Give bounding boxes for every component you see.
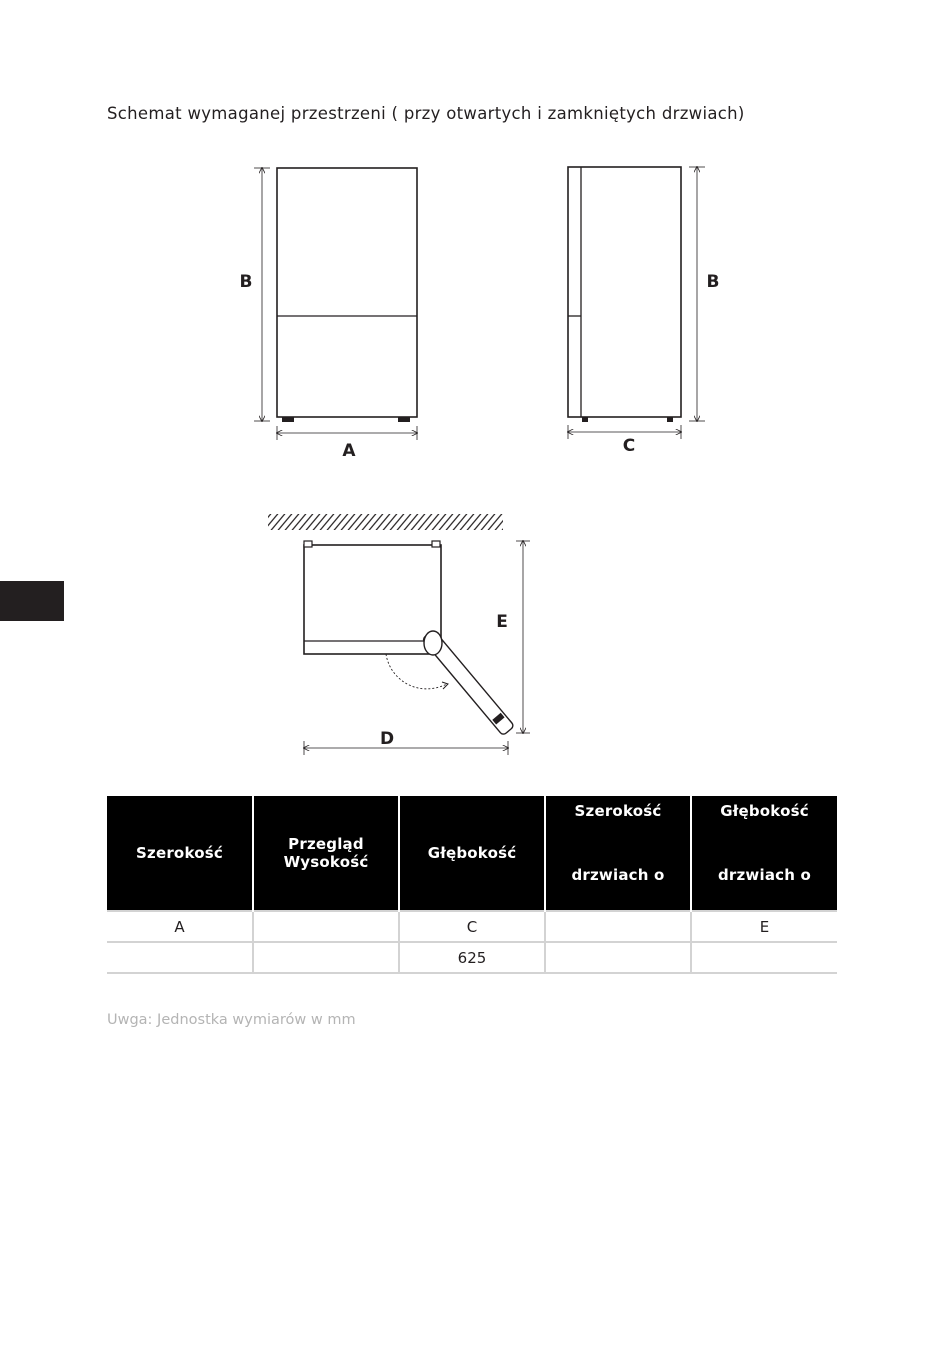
door-swing-arc — [386, 654, 447, 689]
label-front-width: A — [342, 441, 356, 461]
label-top-depth: E — [496, 612, 508, 632]
page-heading: Schemat wymaganej przestrzeni ( przy otwartych i zamkniętych drzwiach) — [107, 104, 745, 123]
front-foot-left — [282, 417, 294, 422]
table-cell — [253, 942, 399, 973]
table-cell — [545, 911, 691, 942]
table-cell: 625 — [399, 942, 545, 973]
dimensions-table — [107, 796, 837, 974]
label-front-height: B — [239, 272, 253, 292]
units-note: Uwga: Jednostka wymiarów w mm — [107, 1012, 356, 1028]
label-side-height: B — [706, 272, 720, 292]
front-foot-right — [398, 417, 410, 422]
table-row — [107, 942, 837, 973]
table-header-row — [107, 796, 837, 911]
table-cell: A — [107, 911, 253, 942]
table-row — [107, 911, 837, 942]
table-cell — [691, 942, 837, 973]
header-height: Przegląd Wysokość — [253, 796, 399, 911]
table-cell — [545, 942, 691, 973]
label-top-width: D — [379, 729, 395, 749]
table-cell: C — [399, 911, 545, 942]
label-side-depth: C — [622, 436, 636, 456]
header-door-width: Szerokość drzwiach o — [545, 796, 691, 911]
front-view — [240, 168, 417, 461]
table-cell — [253, 911, 399, 942]
hinge-left — [304, 541, 312, 547]
fridge-front-body — [277, 168, 417, 417]
wall-hatch — [268, 514, 503, 530]
table-cell: E — [691, 911, 837, 942]
fridge-top-body — [304, 545, 441, 654]
side-view — [568, 167, 719, 456]
header-width: Szerokość — [107, 796, 253, 911]
fridge-side-body — [568, 167, 681, 417]
table-cell — [107, 942, 253, 973]
header-depth: Głębokość — [399, 796, 545, 911]
header-door-depth: Głębokość drzwiach o — [691, 796, 837, 911]
top-view — [268, 514, 530, 755]
side-foot-left — [582, 417, 588, 422]
door-hinge-round — [424, 631, 442, 655]
side-foot-right — [667, 417, 673, 422]
hinge-right — [432, 541, 440, 547]
